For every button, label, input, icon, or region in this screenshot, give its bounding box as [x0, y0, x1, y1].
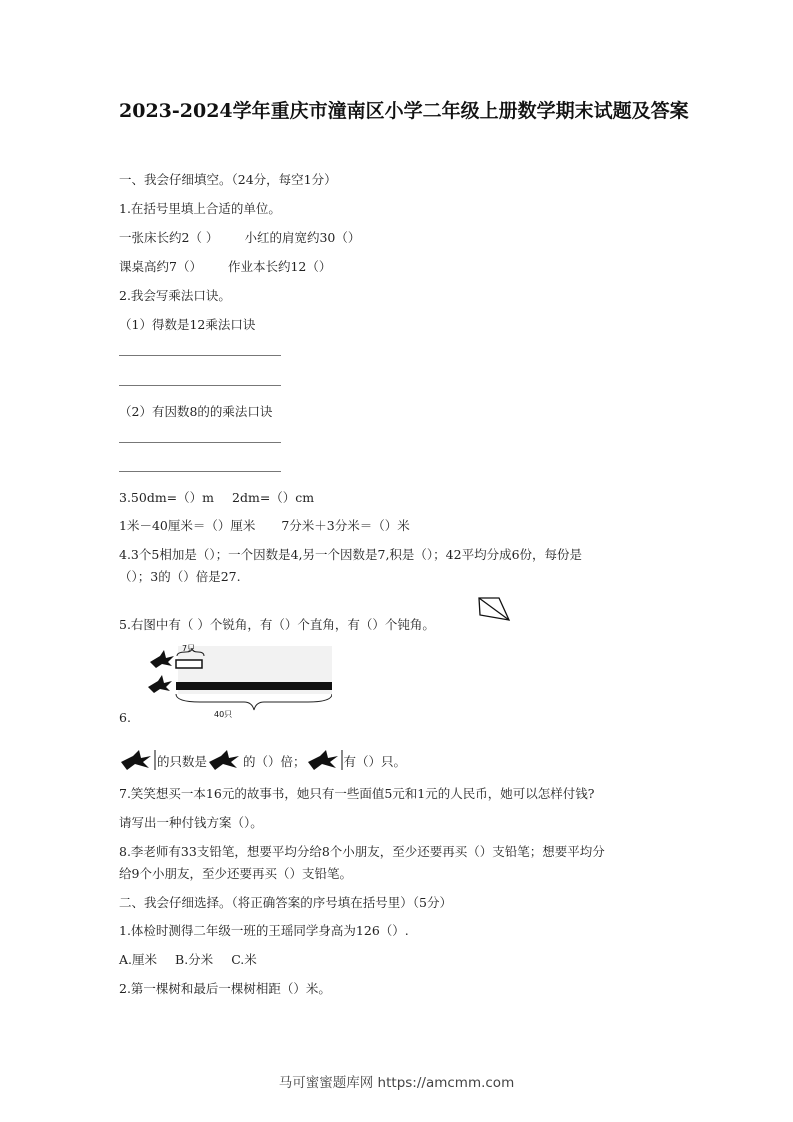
- bird-icon: [150, 650, 174, 668]
- q5-text: 5.右图中有（ ）个锐角，有（）个直角，有（）个钝角。: [119, 617, 435, 632]
- q6-part2: 的（）倍；: [243, 754, 306, 769]
- document-title: 2023-2024学年重庆市潼南区小学二年级上册数学期末试题及答案: [119, 100, 689, 122]
- q3-c: 1米－40厘米＝（）厘米: [119, 518, 256, 533]
- q3-a: 3.50dm=（）m: [119, 490, 215, 505]
- section1-heading: 一、我会仔细填空。（24分，每空1分）: [119, 172, 337, 187]
- q1-b: 小红的肩宽约30（）: [244, 230, 361, 245]
- q1-stem: 1.在括号里填上合适的单位。: [119, 201, 281, 216]
- answer-line: [119, 442, 281, 443]
- q1-row1: [119, 228, 360, 246]
- footer-watermark: 马可蜜蜜题库网 https://amcmm.com: [278, 1075, 515, 1091]
- q8-line1: 8.李老师有33支铅笔，想要平均分给8个小朋友，至少还要再买（）支铅笔；想要平均分: [119, 844, 605, 859]
- label-bottom: 40只: [214, 710, 233, 719]
- answer-line: [119, 471, 281, 472]
- q6-part3: 有（）只。: [343, 754, 407, 769]
- bird-icon: [148, 675, 172, 693]
- answer-line: [119, 355, 281, 356]
- q3-d: 7分米＋3分米＝（）米: [281, 518, 410, 533]
- q3-row1: [119, 488, 314, 506]
- s2-q2-stem: 2.第一棵树和最后一棵树相距（）米。: [119, 981, 331, 996]
- q6-part1: 的只数是: [157, 754, 208, 769]
- label-top: 7只: [182, 644, 196, 653]
- q6-number: 6.: [119, 710, 131, 725]
- q7-line1: 7.笑笑想买一本16元的故事书，她只有一些面值5元和1元的人民币，她可以怎样付钱?: [119, 786, 595, 801]
- option-b: B.分米: [175, 952, 214, 967]
- option-c: C.米: [231, 952, 257, 967]
- q2-stem: 2.我会写乘法口诀。: [119, 288, 231, 303]
- q4-line1: 4.3个5相加是（）；一个因数是4,另一个因数是7,积是（）；42平均分成6份，每份是: [119, 547, 583, 562]
- s2-q1-options: [119, 950, 257, 968]
- q8-line2: 给9个小朋友，至少还要再买（）支铅笔。: [119, 866, 352, 881]
- q2-sub2: （2）有因数8的的乘法口诀: [119, 404, 273, 419]
- q4-line2: （）；3的（）倍是27.: [119, 569, 241, 584]
- q6-text: [119, 748, 406, 772]
- q1-a: 一张床长约2（ ）: [119, 230, 219, 245]
- quadrilateral-figure: [477, 596, 511, 622]
- q1-row2: [119, 257, 331, 275]
- q1-d: 作业本长约12（）: [227, 259, 332, 274]
- answer-line: [119, 385, 281, 386]
- bird-icon: [207, 748, 243, 772]
- option-a: A.厘米: [119, 952, 158, 967]
- q2-sub1: （1）得数是12乘法口诀: [119, 317, 256, 332]
- q7-line2: 请写出一种付钱方案（）。: [119, 815, 263, 830]
- q1-c: 课桌高约7（）: [119, 259, 202, 274]
- section2-heading: 二、我会仔细选择。（将正确答案的序号填在括号里）（5分）: [119, 895, 452, 910]
- s2-q1-stem: 1.体检时测得二年级一班的王瑶同学身高为126（）.: [119, 923, 409, 938]
- bird-icon: [306, 748, 344, 772]
- q3-b: 2dm=（）cm: [232, 490, 315, 505]
- q3-row2: [119, 516, 410, 534]
- bird-icon: [119, 748, 157, 772]
- bird-bar-diagram: [140, 640, 332, 720]
